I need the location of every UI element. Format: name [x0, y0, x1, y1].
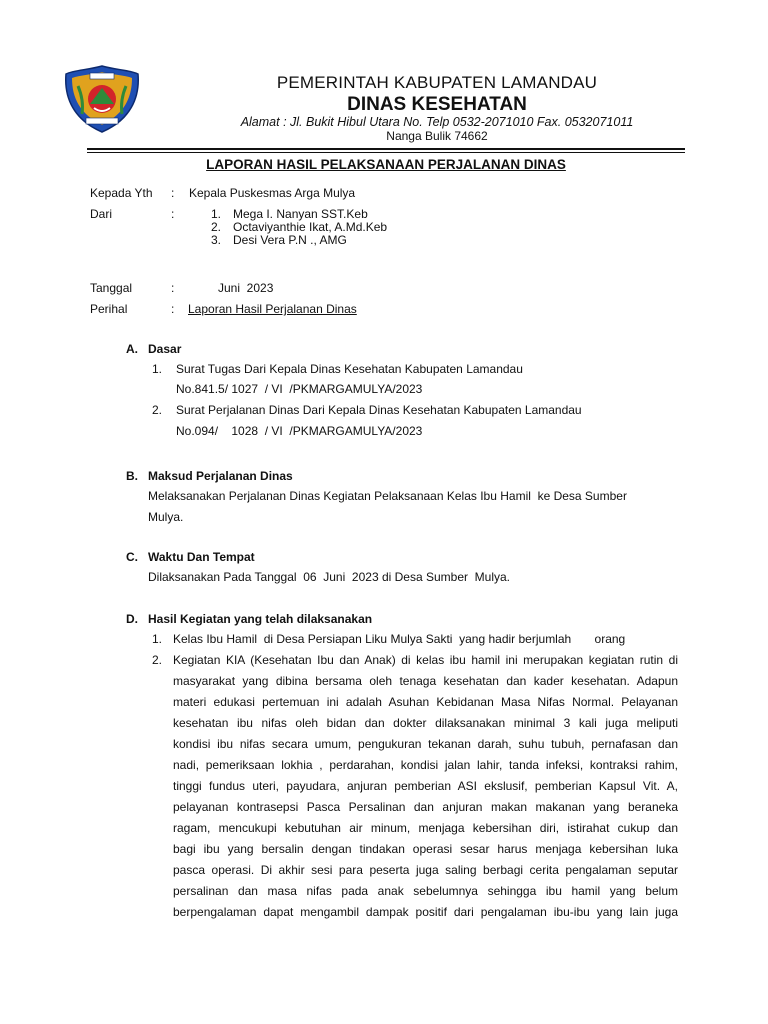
government-name: PEMERINTAH KABUPATEN LAMANDAU — [276, 73, 598, 92]
paragraph-line: tinggi fundus uteri, payudara, anjuran pemberian ASI ekslusif, pemberian Kapsul Vit. A, — [173, 779, 678, 793]
tanggal-label: Tanggal — [90, 281, 133, 295]
paragraph-line: pasca operasi. Di akhir sesi para peserta juga saling berbagi cerita pengalaman seputar — [173, 863, 678, 877]
perihal-value: Laporan Hasil Perjalanan Dinas — [188, 302, 357, 316]
report-title: LAPORAN HASIL PELAKSANAAN PERJALANAN DINAS — [206, 157, 566, 172]
section-c-heading: Waktu Dan Tempat — [148, 550, 255, 564]
perihal-label: Perihal — [90, 302, 128, 316]
paragraph-line: berpengalaman dapat mengambil dampak positif dari pengalaman ibu-ibu yang lain juga — [173, 905, 678, 919]
dari-name: Desi Vera P.N ., AMG — [233, 233, 347, 247]
paragraph-line: kesehatan ibu nifas oleh bidan dan dokter dilaksanakan minimal 3 kali juga meliputi — [173, 716, 678, 730]
agency-city: Nanga Bulik 74662 — [386, 129, 488, 143]
kepada-colon: : — [171, 186, 175, 200]
paragraph-line: Kegiatan KIA (Kesehatan Ibu dan Anak) di kelas ibu hamil ini merupakan kegiatan rutin di — [173, 653, 678, 667]
list-item-number: 1. — [152, 362, 163, 376]
paragraph-line: masyarakat yang dibina bersama oleh tenaga kesehatan dan kader kesehatan. Adapun — [173, 674, 678, 688]
hasil-paragraph — [173, 653, 678, 926]
agency-address: Alamat : Jl. Bukit Hibul Utara No. Telp 0532-2071010 Fax. 0532071011 — [240, 115, 634, 129]
dari-name: Octaviyanthie Ikat, A.Md.Keb — [233, 220, 388, 234]
paragraph-line: bagi ibu yang bersalin dengan tindakan operasi sesar harus menjaga kebersihan luka — [173, 842, 678, 856]
paragraph-line: nadi, pemeriksaan lokhia , perdarahan, kondisi jalan lahir, tanda infeksi, kontraksi rahim, — [173, 758, 678, 772]
dasar-item-number: No.841.5/ 1027 / VI /PKMARGAMULYA/2023 — [176, 382, 423, 396]
section-d-heading: Hasil Kegiatan yang telah dilaksanakan — [148, 612, 373, 626]
dari-number: 2. — [211, 220, 222, 234]
letterhead-divider-thin — [87, 152, 685, 153]
perihal-colon: : — [171, 302, 175, 316]
dasar-item: Surat Perjalanan Dinas Dari Kepala Dinas Kesehatan Kabupaten Lamandau — [176, 403, 582, 417]
tanggal-value: Juni 2023 — [218, 281, 274, 295]
paragraph-line: kondisi ibu nifas secara umum, pengukuran tekanan darah, suhu tubuh, pernafasan dan — [173, 737, 678, 751]
dari-number: 3. — [211, 233, 222, 247]
kepada-value: Kepala Puskesmas Arga Mulya — [189, 186, 356, 200]
section-a-letter: A. — [126, 342, 138, 356]
paragraph-line: pelayanan kontrasepsi Pasca Persalinan dan anjuran makan makanan yang beraneka — [173, 800, 678, 814]
section-a-heading: Dasar — [148, 342, 182, 356]
section-b-heading: Maksud Perjalanan Dinas — [148, 469, 293, 483]
section-b-letter: B. — [126, 469, 138, 483]
regency-crest-icon — [64, 64, 140, 134]
agency-name: DINAS KESEHATAN — [347, 94, 527, 115]
list-item-number: 1. — [152, 632, 163, 646]
section-d-letter: D. — [126, 612, 138, 626]
maksud-text: Melaksanakan Perjalanan Dinas Kegiatan Pelaksanaan Kelas Ibu Hamil ke Desa Sumber — [148, 489, 627, 503]
dari-name: Mega I. Nanyan SST.Keb — [233, 207, 368, 221]
maksud-text: Mulya. — [148, 510, 184, 524]
dasar-item-number: No.094/ 1028 / VI /PKMARGAMULYA/2023 — [176, 424, 423, 438]
dari-label: Dari — [90, 207, 113, 221]
waktu-text: Dilaksanakan Pada Tanggal 06 Juni 2023 di Desa Sumber Mulya. — [148, 570, 510, 584]
dari-colon: : — [171, 207, 175, 221]
tanggal-colon: : — [171, 281, 175, 295]
section-c-letter: C. — [126, 550, 138, 564]
hasil-item: Kelas Ibu Hamil di Desa Persiapan Liku Mulya Sakti yang hadir berjumlah orang — [173, 632, 626, 646]
letterhead-divider — [87, 148, 685, 150]
kepada-label: Kepada Yth — [90, 186, 153, 200]
paragraph-line: materi edukasi pertemuan ini adalah Asuhan Kebidanan Masa Nifas Normal. Pelayanan — [173, 695, 678, 709]
list-item-number: 2. — [152, 653, 163, 667]
dasar-item: Surat Tugas Dari Kepala Dinas Kesehatan Kabupaten Lamandau — [176, 362, 523, 376]
list-item-number: 2. — [152, 403, 163, 417]
paragraph-line: persalinan dan masa nifas pada anak sebelumnya sehingga ibu hamil yang belum — [173, 884, 678, 898]
dari-number: 1. — [211, 207, 222, 221]
paragraph-line: ragam, mencukupi kebutuhan air minum, menjaga kebersihan diri, istirahat cukup dan — [173, 821, 678, 835]
